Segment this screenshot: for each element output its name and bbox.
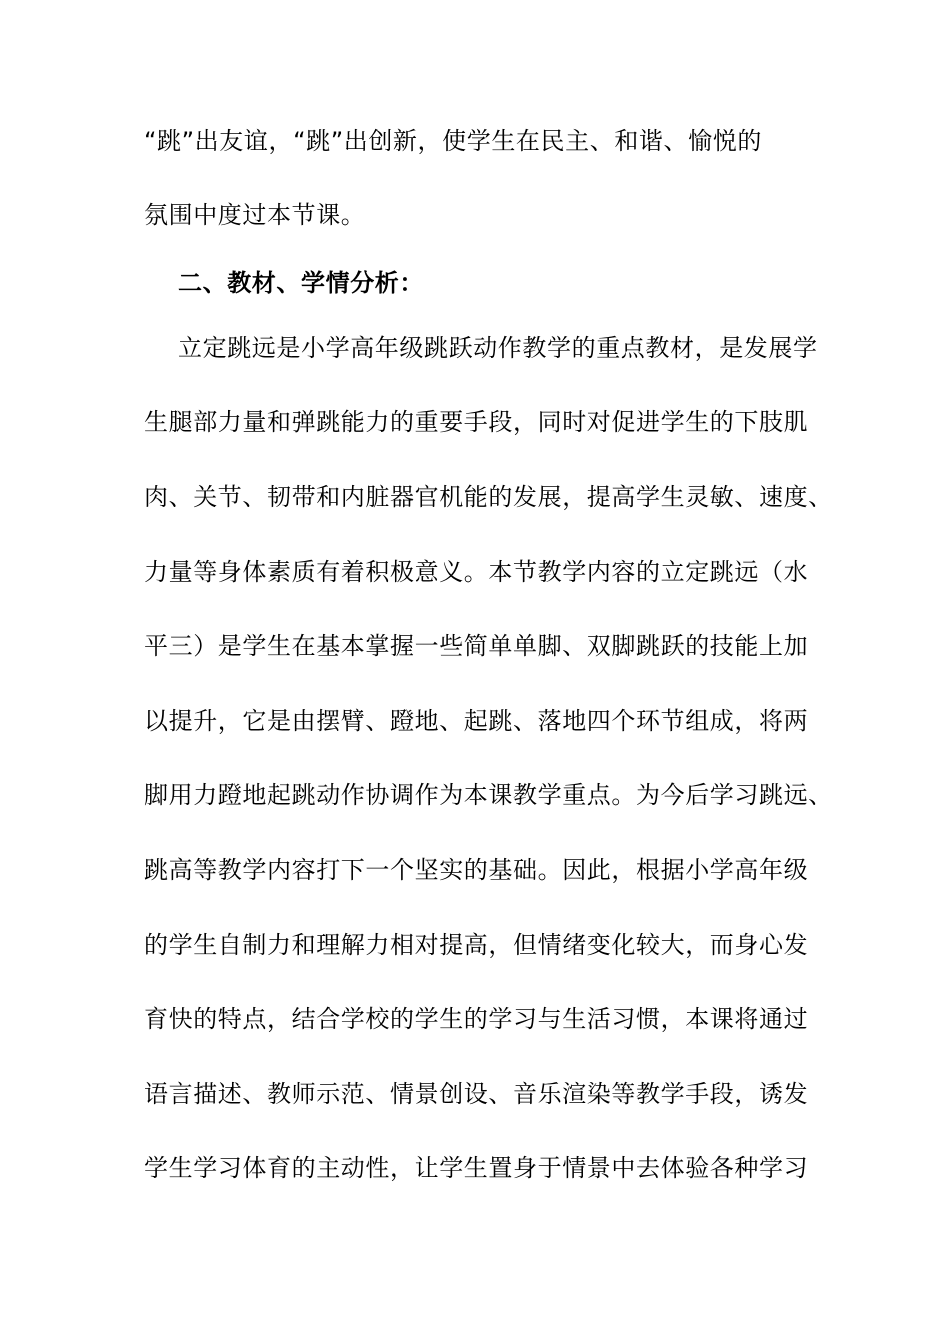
section-heading: 二、教材、学情分析： [178, 269, 424, 297]
paragraph-line-3: 立定跳远是小学高年级跳跃动作教学的重点教材，是发展学 [178, 334, 818, 362]
paragraph-line-2: 氛围中度过本节课。 [144, 201, 366, 229]
paragraph-line-8: 以提升，它是由摆臂、蹬地、起跳、落地四个环节组成，将两 [144, 707, 809, 735]
paragraph-line-14: 学生学习体育的主动性，让学生置身于情景中去体验各种学习 [144, 1154, 809, 1182]
paragraph-line-11: 的学生自制力和理解力相对提高，但情绪变化较大，而身心发 [144, 931, 809, 959]
paragraph-line-6: 力量等身体素质有着积极意义。本节教学内容的立定跳远（水 [144, 558, 809, 586]
paragraph-line-12: 育快的特点，结合学校的学生的学习与生活习惯，本课将通过 [144, 1005, 809, 1033]
paragraph-line-1: “跳”出友谊，“跳”出创新，使学生在民主、和谐、愉悦的 [144, 127, 762, 155]
paragraph-line-9: 脚用力蹬地起跳动作协调作为本课教学重点。为今后学习跳远、 [144, 781, 833, 809]
paragraph-line-7: 平三）是学生在基本掌握一些简单单脚、双脚跳跃的技能上加 [144, 632, 809, 660]
paragraph-line-4: 生腿部力量和弹跳能力的重要手段，同时对促进学生的下肢肌 [144, 408, 809, 436]
paragraph-line-13: 语言描述、教师示范、情景创设、音乐渲染等教学手段，诱发 [144, 1080, 809, 1108]
paragraph-line-5: 肉、关节、韧带和内脏器官机能的发展，提高学生灵敏、速度、 [144, 483, 833, 511]
paragraph-line-10: 跳高等教学内容打下一个坚实的基础。因此，根据小学高年级 [144, 856, 809, 884]
